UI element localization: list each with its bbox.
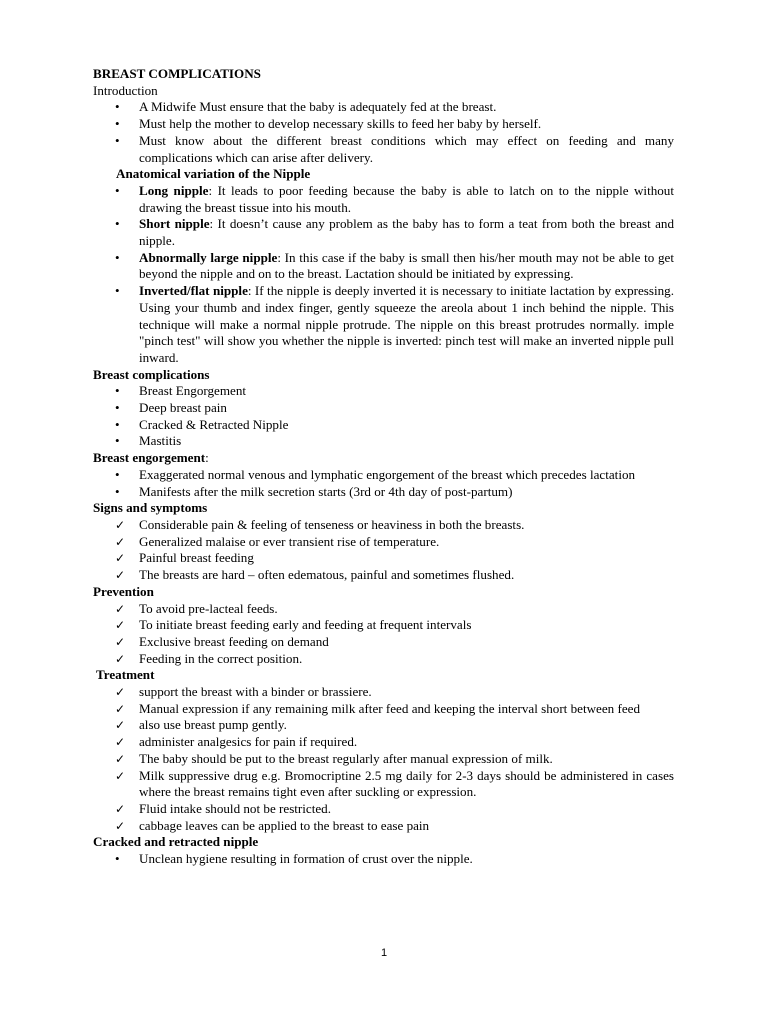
bullet-dot-icon: • [115, 182, 120, 198]
bullet-dot-icon: • [115, 483, 120, 499]
bullet-dot-icon: • [115, 216, 120, 232]
prevention-list [93, 601, 674, 668]
list-item: • Long nipple: It leads to poor feeding because the baby is able to latch on to the nipple without drawing the breast tissue into his mouth. [115, 182, 674, 215]
list-item: ✓ Exclusive breast feeding on demand [115, 633, 329, 649]
list-item: • Abnormally large nipple: In this case if the baby is small then his/her mouth may not be able to get beyond the nipple and on to the breast. Lactation should be initiated by expressing. [115, 249, 674, 282]
intro-heading: Introduction [93, 82, 158, 98]
checkmark-icon: ✓ [115, 601, 126, 616]
list-item: ✓ The breasts are hard – often edematous, painful and sometimes flushed. [115, 567, 515, 583]
list-item: ✓ Painful breast feeding [115, 550, 254, 566]
list-item: • Breast Engorgement [115, 383, 247, 399]
checkmark-icon: ✓ [115, 801, 126, 816]
checkmark-icon: ✓ [115, 568, 126, 583]
checkmark-icon: ✓ [115, 618, 126, 633]
list-item: • Cracked & Retracted Nipple [115, 416, 289, 432]
checkmark-icon: ✓ [115, 818, 126, 833]
engorgement-list [93, 467, 674, 500]
list-item: • Manifests after the milk secretion starts (3rd or 4th day of post-partum) [115, 483, 513, 499]
list-item: ✓ also use breast pump gently. [115, 717, 287, 733]
bullet-dot-icon: • [115, 416, 120, 432]
prevention-heading: Prevention [93, 583, 154, 599]
list-item: • Deep breast pain [115, 400, 227, 416]
list-item: ✓ Fluid intake should not be restricted. [115, 800, 332, 816]
item-term: Short nipple [139, 216, 210, 232]
list-item: ✓ Manual expression if any remaining milk after feed and keeping the interval short between feed [115, 700, 641, 716]
checkmark-icon: ✓ [115, 651, 126, 666]
list-item: ✓ administer analgesics for pain if required. [115, 734, 358, 750]
list-item: ✓ Milk suppressive drug e.g. Bromocriptine 2.5 mg daily for 2-3 days should be administered in cases where the breast remains tight even after suckling or expression. [115, 767, 674, 800]
anatomical-heading: Anatomical variation of the Nipple [116, 166, 311, 182]
bullet-dot-icon: • [115, 132, 120, 148]
list-item: ✓ Generalized malaise or ever transient rise of temperature. [115, 533, 440, 549]
checkmark-icon: ✓ [115, 718, 126, 733]
list-item: ✓ The baby should be put to the breast regularly after manual expression of milk. [115, 750, 553, 766]
checkmark-icon: ✓ [115, 735, 126, 750]
bullet-dot-icon: • [115, 851, 120, 867]
page-number: 1 [380, 947, 388, 959]
cracked-heading: Cracked and retracted nipple [93, 834, 259, 850]
list-item: ✓ To initiate breast feeding early and feeding at frequent intervals [115, 617, 472, 633]
bullet-dot-icon: • [115, 99, 120, 115]
bullet-dot-icon: • [115, 249, 120, 265]
intro-list [93, 99, 674, 166]
bullet-dot-icon: • [115, 116, 120, 132]
cracked-list [93, 851, 674, 868]
treatment-heading: Treatment [93, 667, 155, 683]
bullet-dot-icon: • [115, 283, 120, 299]
list-item: ✓ Feeding in the correct position. [115, 650, 303, 666]
list-item: • Exaggerated normal venous and lymphatic engorgement of the breast which precedes lactation [115, 466, 636, 482]
document-title: BREAST COMPLICATIONS [93, 66, 261, 81]
checkmark-icon: ✓ [115, 751, 126, 766]
list-item: ✓ To avoid pre-lacteal feeds. [115, 600, 278, 616]
bullet-dot-icon: • [115, 400, 120, 416]
list-item: ✓ Considerable pain & feeling of tenseness or heaviness in both the breasts. [115, 516, 525, 532]
treatment-list [93, 684, 674, 834]
signs-list [93, 517, 674, 584]
list-item: • Unclean hygiene resulting in formation of crust over the nipple. [115, 851, 473, 867]
list-item: ✓ support the breast with a binder or brassiere. [115, 684, 372, 700]
checkmark-icon: ✓ [115, 634, 126, 649]
list-item: • Short nipple: It doesn’t cause any problem as the baby has to form a teat from both the breast and nipple. [115, 216, 674, 249]
item-term: Long nipple [139, 182, 209, 198]
checkmark-icon: ✓ [115, 534, 126, 549]
list-item: • Must help the mother to develop necessary skills to feed her baby by herself. [115, 116, 542, 132]
complications-list [93, 383, 674, 450]
bullet-dot-icon: • [115, 466, 120, 482]
item-term: Inverted/flat nipple [139, 283, 248, 299]
bullet-dot-icon: • [115, 433, 120, 449]
list-item: • Mastitis [115, 433, 182, 449]
checkmark-icon: ✓ [115, 768, 126, 783]
signs-heading: Signs and symptoms [93, 500, 208, 516]
item-term: Abnormally large nipple [139, 249, 278, 265]
list-item: • A Midwife Must ensure that the baby is adequately fed at the breast. [115, 99, 497, 115]
anatomical-list [93, 183, 674, 367]
bullet-dot-icon: • [115, 383, 120, 399]
list-item: • Must know about the different breast conditions which may effect on feeding and many complications which can arise after delivery. [115, 132, 674, 165]
engorgement-heading: Breast engorgement: [93, 450, 209, 466]
checkmark-icon: ✓ [115, 701, 126, 716]
list-item: ✓ cabbage leaves can be applied to the breast to ease pain [115, 817, 430, 833]
document-page [93, 66, 674, 868]
checkmark-icon: ✓ [115, 517, 126, 532]
complications-heading: Breast complications [93, 366, 210, 382]
checkmark-icon: ✓ [115, 685, 126, 700]
checkmark-icon: ✓ [115, 551, 126, 566]
list-item: • Inverted/flat nipple: If the nipple is deeply inverted it is necessary to initiate lactation by expressing. Using your thumb and index finger, gently squeeze the areola about 1 inch behind the nipple. This technique will make a normal nipple protrude. The nipple on this breast protrudes normally. imple "pinch test" will show you whether the nipple is inverted: pinch test will make an inverted nipple pull inward. [115, 283, 674, 365]
